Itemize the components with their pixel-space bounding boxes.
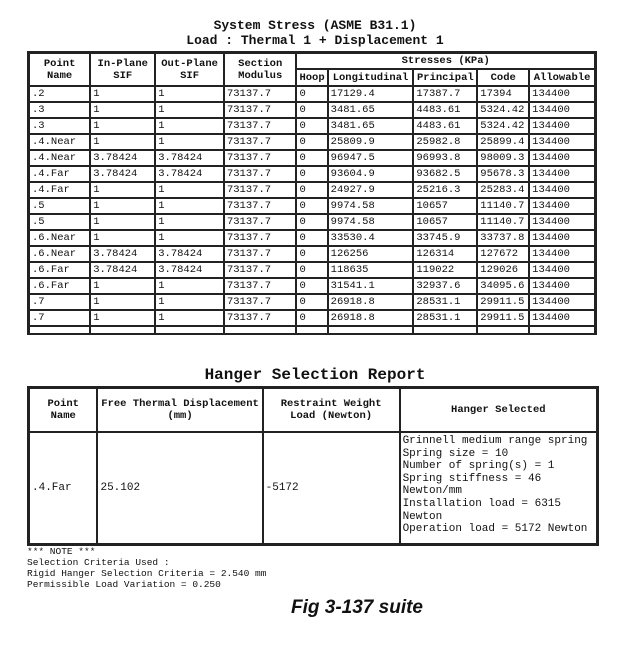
table-row (29, 86, 595, 102)
cell-hoop: 0 (296, 134, 327, 150)
hanger-selected-line: Newton/mm (402, 485, 462, 498)
cell-point-name: .4.Near (29, 150, 90, 166)
cell-longitudinal: 3481.65 (328, 102, 414, 118)
cell-point-name: .3 (29, 102, 90, 118)
cell-principal: 4483.61 (413, 118, 477, 134)
cell-longitudinal: 26918.8 (328, 294, 414, 310)
cell-longitudinal: 24927.9 (328, 182, 414, 198)
cell-point-name: .6.Far (29, 262, 90, 278)
header-out-plane-sif: Out-Plane SIF (155, 53, 224, 86)
cell-code: 5324.42 (477, 102, 529, 118)
hanger-selected-line: Number of spring(s) = 1 (402, 460, 555, 473)
cell-empty (529, 326, 595, 333)
hanger-header-hanger-selected: Hanger Selected (400, 388, 597, 432)
cell-in-plane-sif: 1 (90, 198, 155, 214)
cell-allowable: 134400 (529, 198, 595, 214)
cell-principal: 25216.3 (413, 182, 477, 198)
cell-empty (477, 326, 529, 333)
hanger-selected-line: Spring size = 10 (402, 447, 509, 460)
hanger-table (27, 386, 599, 546)
cell-point-name: .6.Near (29, 230, 90, 246)
cell-section-modulus: 73137.7 (224, 294, 296, 310)
cell-allowable: 134400 (529, 230, 595, 246)
cell-hoop: 0 (296, 214, 327, 230)
cell-longitudinal: 26918.8 (328, 310, 414, 326)
cell-in-plane-sif: 1 (90, 214, 155, 230)
cell-section-modulus: 73137.7 (224, 118, 296, 134)
cell-out-plane-sif: 3.78424 (155, 150, 224, 166)
header-point-name: Point Name (29, 53, 90, 86)
cell-hoop: 0 (296, 102, 327, 118)
cell-section-modulus: 73137.7 (224, 166, 296, 182)
cell-point-name: .4.Far (29, 182, 90, 198)
header-in-plane-sif: In-Plane SIF (90, 53, 155, 86)
cell-in-plane-sif: 3.78424 (90, 150, 155, 166)
cell-hoop: 0 (296, 246, 327, 262)
hanger-selected-line: Spring stiffness = 46 (402, 472, 542, 485)
cell-longitudinal: 33530.4 (328, 230, 414, 246)
cell-allowable: 134400 (529, 294, 595, 310)
hanger-header-point-name: Point Name (29, 388, 97, 432)
cell-empty (29, 326, 90, 333)
hanger-selected-cell (400, 432, 597, 544)
header-longitudinal: Longitudinal (328, 69, 414, 86)
header-principal: Principal (413, 69, 477, 86)
table-row (29, 310, 595, 326)
cell-section-modulus: 73137.7 (224, 230, 296, 246)
cell-in-plane-sif: 1 (90, 278, 155, 294)
cell-principal: 10657 (413, 214, 477, 230)
cell-in-plane-sif: 3.78424 (90, 262, 155, 278)
cell-section-modulus: 73137.7 (224, 198, 296, 214)
table-row (29, 278, 595, 294)
cell-principal: 93682.5 (413, 166, 477, 182)
table-row (29, 150, 595, 166)
note-line: Rigid Hanger Selection Criteria = 2.540 mm (27, 568, 267, 579)
cell-hoop: 0 (296, 230, 327, 246)
cell-allowable: 134400 (529, 166, 595, 182)
cell-principal: 28531.1 (413, 310, 477, 326)
cell-principal: 28531.1 (413, 294, 477, 310)
cell-out-plane-sif: 1 (155, 278, 224, 294)
cell-hoop: 0 (296, 166, 327, 182)
cell-out-plane-sif: 1 (155, 230, 224, 246)
cell-out-plane-sif: 3.78424 (155, 246, 224, 262)
hanger-header-restraint-weight: Restraint Weight Load (Newton) (263, 388, 400, 432)
stress-table (27, 51, 597, 335)
cell-point-name: .7 (29, 294, 90, 310)
cell-longitudinal: 25809.9 (328, 134, 414, 150)
cell-longitudinal: 118635 (328, 262, 414, 278)
hanger-selected-line: Grinnell medium range spring (402, 435, 588, 447)
cell-section-modulus: 73137.7 (224, 310, 296, 326)
cell-code: 25283.4 (477, 182, 529, 198)
cell-longitudinal: 3481.65 (328, 118, 414, 134)
cell-code: 129026 (477, 262, 529, 278)
cell-section-modulus: 73137.7 (224, 134, 296, 150)
cell-out-plane-sif: 1 (155, 214, 224, 230)
table-row (29, 246, 595, 262)
cell-out-plane-sif: 1 (155, 118, 224, 134)
cell-in-plane-sif: 1 (90, 294, 155, 310)
hanger-free-thermal: 25.102 (97, 432, 262, 544)
table-row-cutoff (29, 326, 595, 333)
cell-longitudinal: 93604.9 (328, 166, 414, 182)
cell-out-plane-sif: 3.78424 (155, 262, 224, 278)
cell-in-plane-sif: 1 (90, 230, 155, 246)
note-line: Selection Criteria Used : (27, 557, 170, 568)
cell-in-plane-sif: 3.78424 (90, 246, 155, 262)
cell-section-modulus: 73137.7 (224, 102, 296, 118)
hanger-header-free-thermal: Free Thermal Displacement (mm) (97, 388, 262, 432)
cell-hoop: 0 (296, 198, 327, 214)
cell-allowable: 134400 (529, 246, 595, 262)
cell-hoop: 0 (296, 262, 327, 278)
cell-empty (296, 326, 327, 333)
table-row (29, 294, 595, 310)
cell-in-plane-sif: 1 (90, 118, 155, 134)
header-hoop: Hoop (296, 69, 327, 86)
cell-out-plane-sif: 1 (155, 182, 224, 198)
cell-allowable: 134400 (529, 86, 595, 102)
cell-hoop: 0 (296, 310, 327, 326)
cell-code: 98009.3 (477, 150, 529, 166)
hanger-selected-line: Installation load = 6315 (402, 497, 562, 510)
hanger-row (29, 432, 597, 544)
table-row (29, 198, 595, 214)
table-row (29, 134, 595, 150)
header-allowable: Allowable (529, 69, 595, 86)
cell-principal: 4483.61 (413, 102, 477, 118)
cell-point-name: .6.Near (29, 246, 90, 262)
cell-out-plane-sif: 1 (155, 86, 224, 102)
note-line: *** NOTE *** (27, 546, 96, 557)
cell-point-name: .5 (29, 214, 90, 230)
cell-allowable: 134400 (529, 278, 595, 294)
notes-block (27, 546, 266, 590)
cell-longitudinal: 126256 (328, 246, 414, 262)
cell-longitudinal: 31541.1 (328, 278, 414, 294)
cell-in-plane-sif: 1 (90, 102, 155, 118)
cell-point-name: .4.Far (29, 166, 90, 182)
cell-hoop: 0 (296, 86, 327, 102)
cell-hoop: 0 (296, 150, 327, 166)
hanger-report-title: Hanger Selection Report (204, 366, 426, 384)
cell-point-name: .5 (29, 198, 90, 214)
cell-principal: 126314 (413, 246, 477, 262)
cell-point-name: .4.Near (29, 134, 90, 150)
stress-report-title: System Stress (ASME B31.1) (213, 18, 417, 33)
table-row (29, 262, 595, 278)
cell-hoop: 0 (296, 278, 327, 294)
cell-out-plane-sif: 1 (155, 310, 224, 326)
stress-table-body (29, 86, 595, 333)
load-case-line: Load : Thermal 1 + Displacement 1 (186, 33, 444, 48)
cell-longitudinal: 17129.4 (328, 86, 414, 102)
cell-empty (413, 326, 477, 333)
hanger-point-name: .4.Far (29, 432, 97, 544)
cell-out-plane-sif: 1 (155, 198, 224, 214)
cell-out-plane-sif: 1 (155, 294, 224, 310)
table-row (29, 214, 595, 230)
cell-code: 33737.8 (477, 230, 529, 246)
cell-section-modulus: 73137.7 (224, 182, 296, 198)
cell-empty (224, 326, 296, 333)
hanger-selected-line: Operation load = 5172 Newton (402, 523, 588, 536)
cell-code: 34095.6 (477, 278, 529, 294)
cell-code: 11140.7 (477, 198, 529, 214)
cell-principal: 119022 (413, 262, 477, 278)
cell-section-modulus: 73137.7 (224, 262, 296, 278)
cell-point-name: .3 (29, 118, 90, 134)
table-row (29, 182, 595, 198)
cell-section-modulus: 73137.7 (224, 278, 296, 294)
cell-point-name: .7 (29, 310, 90, 326)
cell-code: 29911.5 (477, 310, 529, 326)
cell-in-plane-sif: 3.78424 (90, 166, 155, 182)
figure-caption: Fig 3-137 suite (291, 597, 423, 618)
header-stresses-group: Stresses (KPa) (296, 53, 595, 69)
cell-allowable: 134400 (529, 262, 595, 278)
cell-in-plane-sif: 1 (90, 182, 155, 198)
cell-section-modulus: 73137.7 (224, 214, 296, 230)
cell-allowable: 134400 (529, 310, 595, 326)
header-code: Code (477, 69, 529, 86)
header-section-modulus: Section Modulus (224, 53, 296, 86)
cell-allowable: 134400 (529, 134, 595, 150)
note-line: Permissible Load Variation = 0.250 (27, 579, 221, 590)
cell-out-plane-sif: 1 (155, 102, 224, 118)
cell-point-name: .2 (29, 86, 90, 102)
cell-code: 17394 (477, 86, 529, 102)
cell-longitudinal: 9974.58 (328, 214, 414, 230)
cell-code: 11140.7 (477, 214, 529, 230)
cell-in-plane-sif: 1 (90, 134, 155, 150)
cell-longitudinal: 96947.5 (328, 150, 414, 166)
cell-empty (90, 326, 155, 333)
cell-principal: 25982.8 (413, 134, 477, 150)
cell-section-modulus: 73137.7 (224, 150, 296, 166)
cell-longitudinal: 9974.58 (328, 198, 414, 214)
cell-code: 25899.4 (477, 134, 529, 150)
cell-allowable: 134400 (529, 150, 595, 166)
cell-allowable: 134400 (529, 182, 595, 198)
cell-allowable: 134400 (529, 118, 595, 134)
cell-empty (155, 326, 224, 333)
cell-section-modulus: 73137.7 (224, 86, 296, 102)
cell-hoop: 0 (296, 182, 327, 198)
cell-code: 95678.3 (477, 166, 529, 182)
cell-code: 5324.42 (477, 118, 529, 134)
table-row (29, 102, 595, 118)
cell-section-modulus: 73137.7 (224, 246, 296, 262)
cell-in-plane-sif: 1 (90, 310, 155, 326)
table-row (29, 118, 595, 134)
hanger-restraint-weight: -5172 (263, 432, 400, 544)
cell-code: 127672 (477, 246, 529, 262)
cell-in-plane-sif: 1 (90, 86, 155, 102)
cell-principal: 33745.9 (413, 230, 477, 246)
cell-principal: 96993.8 (413, 150, 477, 166)
cell-out-plane-sif: 1 (155, 134, 224, 150)
cell-principal: 32937.6 (413, 278, 477, 294)
cell-point-name: .6.Far (29, 278, 90, 294)
cell-out-plane-sif: 3.78424 (155, 166, 224, 182)
cell-allowable: 134400 (529, 102, 595, 118)
table-row (29, 166, 595, 182)
cell-allowable: 134400 (529, 214, 595, 230)
hanger-selected-line: Newton (402, 510, 443, 523)
cell-principal: 10657 (413, 198, 477, 214)
cell-principal: 17387.7 (413, 86, 477, 102)
table-row (29, 230, 595, 246)
cell-hoop: 0 (296, 118, 327, 134)
cell-hoop: 0 (296, 294, 327, 310)
cell-empty (328, 326, 414, 333)
cell-code: 29911.5 (477, 294, 529, 310)
